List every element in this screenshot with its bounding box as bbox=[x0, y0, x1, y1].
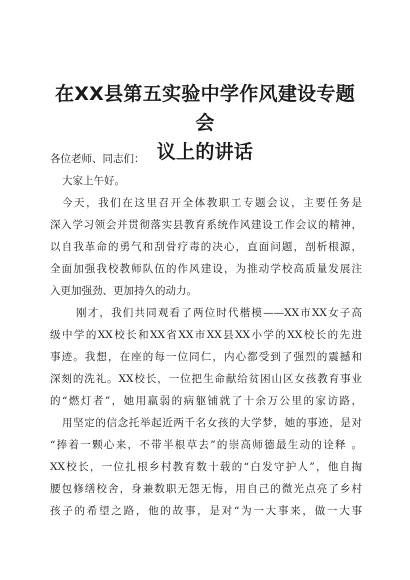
paragraph-line: 孩子的希望之路，他的故事，是对“为一大事来，做一大事 bbox=[50, 505, 362, 517]
salutation: 各位老师、同志们： bbox=[50, 153, 145, 165]
paragraph-line: 事迹。我想，在座的每一位同仁，内心都受到了强烈的震撼和 bbox=[50, 351, 362, 363]
paragraph-line: 用坚定的信念托举起近两千名女孩的大学梦，她的事迹，是对 bbox=[62, 417, 362, 429]
paragraph-line: 刚才，我们共同观看了两位时代楷模——XX市XX女子高 bbox=[76, 307, 362, 319]
paragraph-line: 深刻的洗礼。XX校长，一位把生命献给贫困山区女孩教育事业 bbox=[50, 373, 362, 385]
greeting: 大家上午好。 bbox=[62, 175, 125, 187]
paragraph-line: 深入学习领会并贯彻落实县教育系统作风建设工作会议的精神， bbox=[50, 219, 362, 231]
speech-body bbox=[50, 148, 362, 522]
paragraph-line: 今天，我们在这里召开全体教职工专题会议，主要任务是 bbox=[62, 197, 362, 209]
title-line-1: 在XX县第五实验中学作风建设专题会 bbox=[54, 83, 356, 134]
paragraph-line: 腰包修缮校舍，身兼数职无怨无悔，用自己的微光点亮了乡村 bbox=[50, 483, 362, 495]
paragraph-line: 全面加强我校教师队伍的作风建设，为推动学校高质量发展注 bbox=[50, 263, 362, 275]
paragraph-line: 的“燃灯者”，她用羸弱的病躯铺就了十余万公里的家访路， bbox=[50, 395, 362, 407]
paragraph-line: “捧着一颗心来，不带半根草去”的崇高师德最生动的诠释 。 bbox=[50, 439, 362, 451]
paragraph-line: 入更加强劲、更加持久的动力。 bbox=[50, 285, 197, 297]
paragraph-line: 以自我革命的勇气和刮骨疗毒的决心，直面问题，剖析根源， bbox=[50, 241, 362, 253]
title-line-2: 议上的讲话 bbox=[156, 141, 254, 163]
paragraph-line: 级中学的XX校长和XX省XX市XX县XX小学的XX校长的先进 bbox=[50, 329, 362, 341]
paragraph-line: XX校长，一位扎根乡村教育数十载的“白发守护人”，他自掏 bbox=[50, 461, 362, 473]
